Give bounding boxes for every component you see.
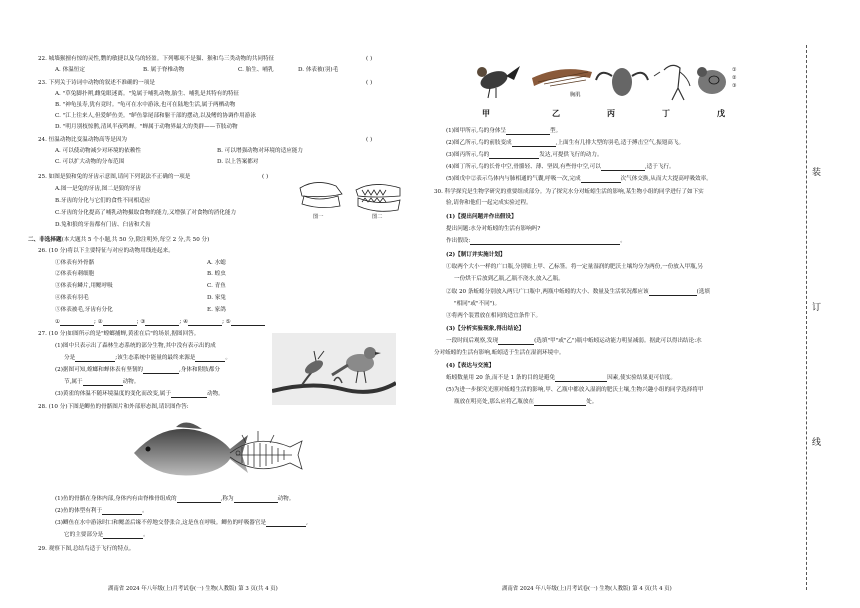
q26-blank-3[interactable]	[145, 320, 179, 326]
q30-p2: ②取 20 条蚯蚓分别放入两只广口瓶中,两瓶中蚯蚓的大小、数量及生活状况都应该	[446, 289, 649, 295]
q26-animal-e: E. 家鸽	[207, 307, 226, 313]
q23-option-d: D. "明月别枝惊鹊,清风半夜鸣蝉。"蝉属于动物界最大的类群——节肢动物	[55, 124, 238, 130]
q25-option-c: C.牙齿的分化提高了哺乳动物摄取食物的能力,又增强了对食物的消化能力	[55, 210, 237, 216]
q29-l5: (5)图戊中②表示鸟体内与肺相通的气囊,呼吸一次,完成	[446, 176, 581, 182]
q29-l4b: ,适于飞行。	[644, 164, 675, 170]
q30-s4a: 蚯蚓数量用 20 条,而不是 1 条的目的是避免	[446, 375, 556, 381]
q28-blank-2[interactable]	[234, 497, 278, 503]
q24-option-b: B. 可以增强动物对环境的适应能力	[217, 148, 303, 154]
q30-s4-row	[446, 375, 676, 382]
q28-blank-3[interactable]	[102, 509, 142, 515]
q28-l3b: 它的主要部分是	[64, 532, 104, 538]
fig1-label: 图一	[313, 214, 324, 220]
q30-p2-row	[446, 289, 710, 296]
q30-s3b: (选填"甲"或"乙")瓶中蚯蚓运动能力明显减弱。据此可以得出结论:水	[534, 338, 702, 344]
q27-l1b: 分是	[64, 355, 76, 361]
q29-l2: (2)图乙所示,鸟的前肢变成	[446, 140, 512, 146]
q29-blank-2[interactable]	[512, 141, 556, 147]
q30-s3: (3)【分析实验现象,得出结论】	[446, 326, 525, 332]
q30-s4: (4)【表达与交流】	[446, 363, 495, 369]
q28-l3: (3)鲫鱼在水中游泳时口和鳃盖后缘不停地交替张合,这是鱼在呼吸。鲫鱼的呼吸器官是	[55, 520, 267, 526]
q30-p1b: 一份烘干后放到乙瓶,乙瓶不浇水,放入乙瓶。	[454, 276, 564, 282]
q30-p2b: (选填	[696, 289, 711, 295]
q27-l2: (2)据图可知,螳螂和蝉体表有坚韧的	[55, 367, 144, 373]
q26-answer-3: ③	[140, 319, 146, 325]
q28-l1: (1)鱼的骨骼在身体内部,身体内有由脊椎骨组成的	[55, 496, 177, 502]
fig-label-ding: 丁	[662, 108, 670, 118]
carp-figure	[126, 413, 306, 491]
q27-blank-5[interactable]	[171, 392, 207, 398]
q26-animal-a: A. 水螅	[207, 260, 226, 266]
q24-paren: ( )	[366, 137, 373, 143]
q28-l2: (2)鱼的体型有利于	[55, 508, 103, 514]
q29-l1b: 型。	[550, 128, 562, 134]
q29-blank-3[interactable]	[489, 153, 539, 159]
mantis-bird-illustration	[272, 333, 396, 405]
q26-feature-1: ①体表有外骨骼	[55, 260, 95, 266]
left-page	[0, 0, 420, 608]
q30-stem: 30. 科学探究是生物学研究的重要组成部分。为了探究水分对蚯蚓生活的影响,某生物小组的同学进行了如下实	[434, 189, 704, 195]
q28-l3-row: (3)鲫鱼在水中游泳时口和鳃盖后缘不停地交替张合,这是鱼在呼吸。鲫鱼的呼吸器官是 ,	[55, 520, 308, 526]
q23-option-c: C. "江上往来人,但爱鲈鱼美。"鲈鱼靠尾部和躯干部的摆动,以及鳍的协调作用游泳	[55, 113, 256, 119]
q22-option-c: C. 胎生、哺乳	[238, 67, 274, 73]
q27-l1-row: 分是 ;该生态系统中能量的最终来源是 。	[64, 355, 232, 361]
q26-blank-5[interactable]	[231, 320, 265, 326]
q30-s3-row	[446, 338, 702, 345]
q24-option-d: D. 以上答案都对	[217, 159, 259, 165]
q28-l2-row: (2)鱼的体型有利于 。	[55, 508, 148, 514]
q26-animal-d: D. 家兔	[207, 295, 227, 301]
binding-dashed-line	[806, 45, 807, 590]
q26-animal-c: C. 青鱼	[207, 283, 226, 289]
fig-label-wu: 戊	[717, 108, 725, 118]
q29-l3: (3)图丙所示,鸟的	[446, 152, 490, 158]
q27-l2c-row	[64, 379, 139, 386]
q27-l3b: 动物。	[206, 391, 224, 397]
q29-l2b: ,上面生有几排大型的羽毛,适于搏击空气,振翅高飞。	[555, 140, 685, 146]
fig-nums	[732, 66, 737, 90]
right-footer: 湖南省 2024 年八年级(上)月考试卷(一) 生物(人教版) 第 4 页(共 4 页)	[502, 586, 672, 592]
q28-blank-5[interactable]	[103, 533, 143, 539]
q29-l1: (1)图甲所示,鸟的身体呈	[446, 128, 507, 134]
binding-label-ding: 订	[812, 303, 822, 313]
q29-l4: (4)图丁所示,鸟的长骨中空,骨骼轻、薄、坚固,有些骨中空,可以	[446, 164, 601, 170]
q29-l5b: 次气体交换,从而大大提高呼吸效率。	[620, 176, 712, 182]
q30-s1a: 提出问题:水分对蚯蚓的生活有影响吗?	[446, 226, 541, 232]
q27-l1c: ;该生态系统中能量的最终来源是	[115, 355, 196, 361]
q29-l3b: 发达,可提供飞行的动力。	[539, 152, 603, 158]
q27-l2c: 节,属于	[64, 379, 83, 385]
q25-option-a: A.图一是兔的牙齿,图二是狼的牙齿	[55, 186, 141, 192]
q29-l1-row	[446, 128, 561, 135]
q23-option-b: B. "神龟虽寿,犹有竟时。"龟可在水中游泳,也可在陆地生活,属于两栖动物	[55, 102, 236, 108]
q29-l5-row	[446, 176, 712, 183]
q29-l2-row	[446, 140, 684, 147]
q29-l3-row	[446, 152, 603, 159]
q30-blank-hypothesis[interactable]	[470, 239, 620, 245]
q26-blank-2[interactable]	[103, 320, 137, 326]
q28-blank-4[interactable]	[266, 521, 306, 527]
q22-option-d: D. 体表被(羽)毛	[298, 67, 339, 73]
q26-animal-b: B. 蝗虫	[207, 271, 226, 277]
q27-blank-1[interactable]	[75, 356, 115, 362]
q26-feature-2: ②体表有刺细胞	[55, 271, 95, 277]
q30-s5: (5)为进一步探究光照对蚯蚓生活的影响,甲、乙瓶中都放入湿润的肥沃土壤,生物兴趣小组的同学选择将甲	[446, 387, 704, 393]
q27-l1: (1)图中只表示出了森林生态系统的部分生物,其中没有表示出的成	[55, 343, 216, 349]
q29-l4-row	[446, 164, 675, 171]
q28-l1-row	[55, 496, 294, 503]
q24-stem: 24. 恒温动物比变温动物高等是因为	[38, 137, 127, 143]
fig-num-3: ③	[732, 83, 737, 89]
q30-s3c: 分对蚯蚓的生活有影响,蚯蚓适于生活在湿润环境中。	[434, 350, 565, 356]
q30-s1b-row: 作出假设: 。	[446, 238, 626, 244]
fig-num-2: ②	[732, 75, 737, 81]
q30-p1: ①取两个大小一样的广口瓶,分别贴上甲、乙标签。将一定量湿润的肥沃土壤均分为两份,一份放入甲瓶,另	[446, 264, 704, 270]
q27-l3-row	[55, 391, 224, 398]
q25-stem: 25. 如图是狼和兔的牙齿示意图,请问下列说法不正确的一项是	[38, 174, 191, 180]
q29-blank-5[interactable]	[581, 177, 621, 183]
q30-blank-same[interactable]	[649, 290, 697, 296]
q25-option-d: D.兔和狼的牙齿都有门齿、臼齿和犬齿	[55, 222, 151, 228]
q27-l2d: 动物。	[122, 379, 140, 385]
q30-s3a: 一段时间后观察,发现	[446, 338, 499, 344]
q26-answer-5: ⑤	[225, 319, 231, 325]
q26-answer-4: ④	[183, 319, 189, 325]
q30-blank-bottle[interactable]	[498, 339, 534, 345]
q30-blank-place[interactable]	[534, 400, 586, 406]
q24-option-a: A. 可以使动物减少对环境的依赖性	[55, 148, 141, 154]
q27-blank-3[interactable]	[143, 368, 179, 374]
q28-l3b-row: 它的主要部分是 。	[64, 532, 149, 538]
q22-paren: ( )	[366, 56, 373, 62]
q26-blank-1[interactable]	[60, 320, 94, 326]
fig-label-bing: 丙	[607, 108, 615, 118]
q27-l2-row	[55, 367, 220, 374]
q25-paren: ( )	[262, 174, 269, 180]
q30-s1: (1)【提出问题并作出假设】	[446, 214, 517, 220]
q26-stem: 26. (10 分)将以下主要特征与对应的动物用线连起来。	[38, 248, 174, 254]
q27-blank-2[interactable]	[195, 356, 225, 362]
q26-answer-2: ②	[97, 319, 103, 325]
fig2-label: 图二	[372, 214, 383, 220]
left-footer: 湖南省 2024 年八年级(上)月考试卷(一) 生物(人教版) 第 3 页(共 4 页)	[108, 586, 278, 592]
q28-blank-1[interactable]	[177, 497, 221, 503]
q26-blank-4[interactable]	[188, 320, 222, 326]
q29-blank-1[interactable]	[506, 129, 550, 135]
fig-num-1: ①	[732, 67, 737, 73]
q23-paren: ( )	[366, 80, 373, 86]
fig-chest-label: 胸肌	[570, 92, 581, 98]
q26-answer-row: ① ; ② ; ③ ; ④ ; ⑤	[55, 319, 265, 326]
fig-label-jia: 甲	[482, 108, 490, 118]
q30-stem2: 验,请你和他们一起完成实验过程。	[446, 200, 532, 206]
q27-blank-4[interactable]	[83, 380, 123, 386]
q28-stem: 28. (10 分)下图是鲫鱼的骨骼图片和外部形态图,请识图作答:	[38, 404, 189, 410]
q27-l3: (3)黄雀的体温不随环境温度的变化而改变,属于	[55, 391, 171, 397]
q30-s5-row	[454, 399, 597, 406]
q30-p3: ③将两个装置放在相同的适宜条件下。	[446, 313, 542, 319]
q28-l1b: ,称为	[220, 496, 234, 502]
fig-label-yi: 乙	[552, 108, 560, 118]
q30-s2: (2)【制订并实施计划】	[446, 252, 506, 258]
q30-p2c: "相同"或"不同")。	[454, 301, 501, 307]
q23-stem: 23. 下列关于诗词中动物的叙述不准确的一项是	[38, 80, 155, 86]
q30-s5c: 处。	[586, 399, 598, 405]
q26-feature-3: ③体表有鳞片,用鳃呼吸	[55, 283, 113, 289]
q22-stem: 22. 城墙猴擅有惊的灵性,鹦的敏捷以及鸟的轻盈。下列哪项不是猫、猴和鸟三类动物的共同特征	[38, 56, 275, 62]
q22-option-a: A. 体温恒定	[55, 67, 85, 73]
binding-label-zhuang: 装	[812, 168, 822, 178]
section2-title: 二、非选择题	[28, 237, 62, 243]
q30-s1b: 作出假设:	[446, 238, 471, 244]
q27-stem: 27. (10 分)如图所示的是"螳螂捕蝉,黄雀在后"的场景,据图回答。	[38, 331, 200, 337]
q23-option-a: A. "草兔脚扑朔,雌兔眼迷离。"兔属于哺乳动物,胎生、哺乳是其特有的特征	[55, 91, 240, 97]
q29-stem: 29. 观察下图,总结鸟适于飞行的特点。	[38, 546, 135, 552]
q30-s5b: 瓶放在明亮处,那么应将乙瓶放在	[454, 399, 535, 405]
q24-option-c: C. 可以扩大动物的分布范围	[55, 159, 125, 165]
q28-l1c: 动物。	[277, 496, 295, 502]
q26-feature-5: ⑤体表被毛,牙齿有分化	[55, 307, 113, 313]
binding-label-xian: 线	[812, 438, 822, 448]
right-page	[430, 0, 860, 608]
q26-feature-4: ④体表有羽毛	[55, 295, 89, 301]
q25-option-b: B.牙齿的分化与它们的食性不同相适应	[55, 198, 151, 204]
q30-blank-error[interactable]	[555, 376, 607, 382]
q22-option-b: B. 属于脊椎动物	[143, 67, 185, 73]
q30-s4b: 因素,使实验结果更可信度。	[607, 375, 676, 381]
q29-blank-4[interactable]	[601, 165, 645, 171]
section2-heading	[28, 237, 209, 244]
q26-answer-1: ①	[55, 319, 61, 325]
bird-flight-figures	[472, 58, 732, 106]
q27-l2b: ,身体和附肢都分	[179, 367, 220, 373]
section2-note: (本大题共 5 个小题,共 50 分,除注明外,每空 2 分,共 50 分)	[61, 237, 210, 243]
